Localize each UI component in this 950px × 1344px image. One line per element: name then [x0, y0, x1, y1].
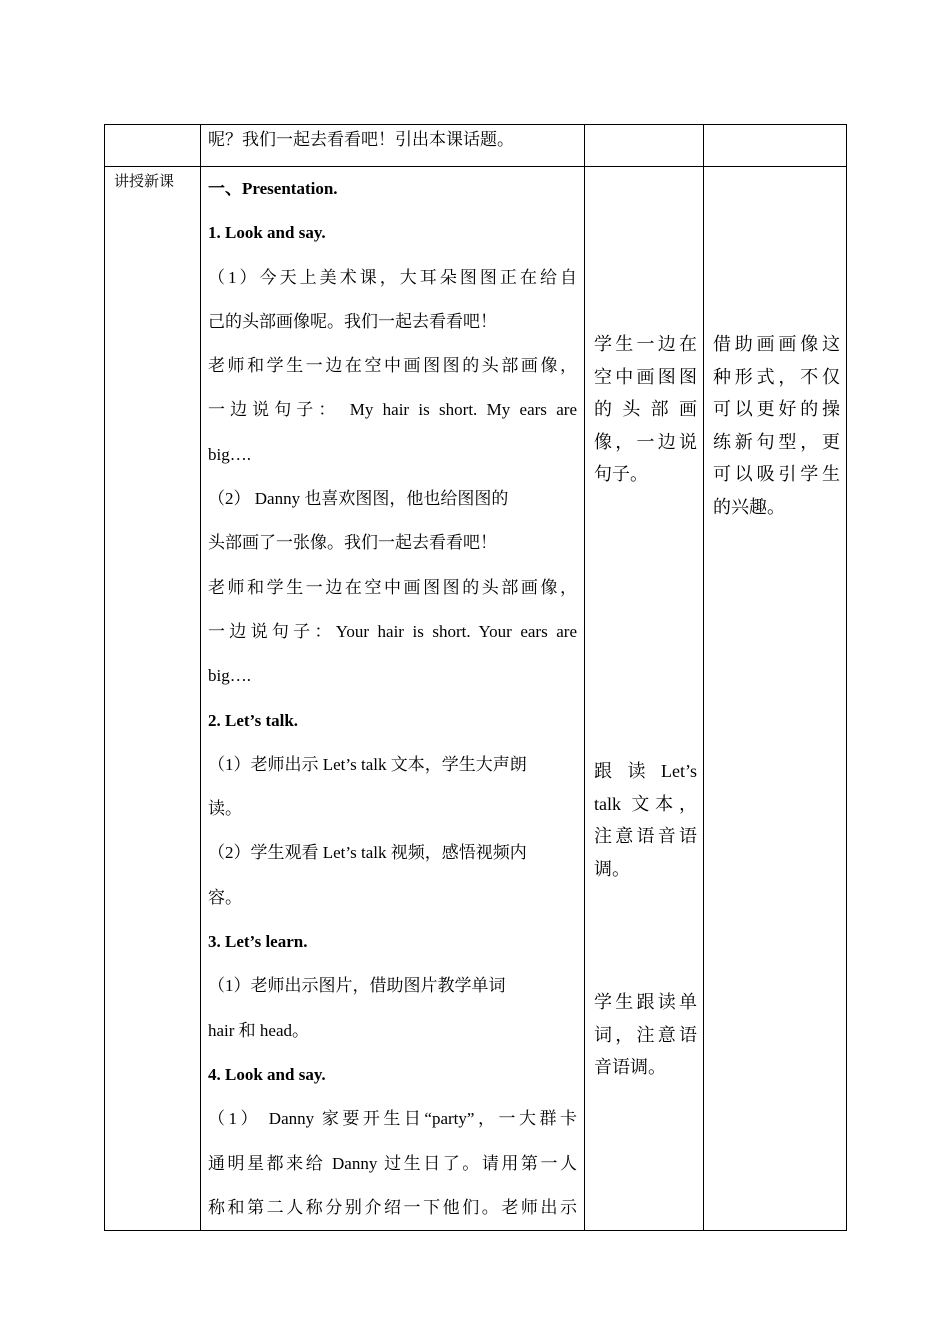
content-line: （1）老师出示图片，借助图片教学单词	[208, 976, 506, 996]
student-activity-line: talk 文本，	[594, 793, 697, 814]
content-line: big….	[208, 444, 251, 464]
content-line: （2）学生观看 Let’s talk 视频，感悟视频内	[208, 843, 527, 863]
content-line: 容。	[208, 887, 242, 907]
section-heading: 4. Look and say.	[208, 1064, 326, 1084]
student-activity-line: 像，一边说	[594, 431, 697, 452]
design-intent-line: 借助画画像这	[713, 334, 840, 354]
content-line: 老师和学生一边在空中画图图的头部画像，	[208, 356, 577, 376]
student-activity-line: 空中画图图	[594, 366, 697, 387]
design-intent-line: 种形式，不仅	[713, 366, 840, 387]
student-activity-line: 的 头 部 画	[594, 399, 697, 420]
content-cell-top	[201, 125, 585, 167]
intent-cell-top	[704, 125, 847, 167]
student-activity-line: 句子。	[594, 464, 648, 485]
student-activity-line: 调。	[594, 858, 630, 879]
student-activity-block	[585, 755, 704, 885]
content-line: （1）老师出示 Let’s talk 文本，学生大声朗	[208, 754, 527, 774]
content-line: 读。	[208, 799, 242, 819]
content-line: 呢？我们一起去看看吧！引出本课话题。	[208, 130, 514, 149]
content-line: 一边说句子：Your hair is short. Your ears are	[208, 621, 577, 641]
table-row-main	[105, 167, 847, 1231]
section-label: 讲授新课	[114, 174, 175, 190]
design-intent-line: 可以吸引学生	[713, 464, 840, 485]
label-cell-empty	[105, 125, 201, 167]
lesson-plan-table	[104, 124, 847, 1231]
label-cell	[105, 167, 201, 1231]
design-intent-cell	[704, 167, 847, 1231]
section-heading: 2. Let’s talk.	[208, 710, 299, 730]
section-heading: 3. Let’s learn.	[208, 932, 308, 952]
student-activity-line: 注意语音语	[594, 826, 697, 847]
student-activity-line: 学生一边在	[594, 334, 697, 354]
content-line: big….	[208, 666, 251, 686]
student-activity-line: 词，注意语	[594, 1024, 697, 1045]
content-line: 一边说句子： My hair is short. My ears are	[208, 400, 577, 420]
design-intent-block	[704, 328, 847, 524]
section-heading: 1. Look and say.	[208, 223, 326, 243]
content-line: （1）今天上美术课，大耳朵图图正在给自	[208, 267, 577, 287]
design-intent-line: 的兴趣。	[713, 496, 785, 517]
content-line: 己的头部画像呢。我们一起去看看吧！	[208, 311, 497, 331]
student-activity-block	[585, 328, 704, 491]
student-activity-cell	[585, 167, 704, 1231]
content-lines	[201, 167, 584, 1230]
content-cell-main	[201, 167, 585, 1231]
table-row-top	[105, 125, 847, 167]
student-activity-block	[585, 986, 704, 1084]
student-activity-line: 跟 读 Let’s	[594, 761, 697, 781]
student-activity-line: 音语调。	[594, 1057, 666, 1078]
content-line: hair 和 head。	[208, 1020, 310, 1040]
content-line: 称和第二人称分别介绍一下他们。老师出示	[208, 1197, 577, 1217]
content-line: 头部画了一张像。我们一起去看看吧！	[208, 533, 497, 553]
content-line: 老师和学生一边在空中画图图的头部画像，	[208, 577, 577, 597]
section-heading: 一、Presentation.	[208, 179, 338, 198]
design-intent-line: 练新句型，更	[713, 431, 840, 452]
content-line: （2） Danny 也喜欢图图，他也给图图的	[208, 489, 509, 509]
student-cell-top	[585, 125, 704, 167]
content-line: 通明星都来给 Danny 过生日了。请用第一人	[208, 1153, 577, 1173]
student-activity-line: 学生跟读单	[594, 992, 697, 1012]
content-line: （1） Danny 家要开生日“party”，一大群卡	[208, 1109, 577, 1129]
design-intent-line: 可以更好的操	[713, 399, 840, 420]
